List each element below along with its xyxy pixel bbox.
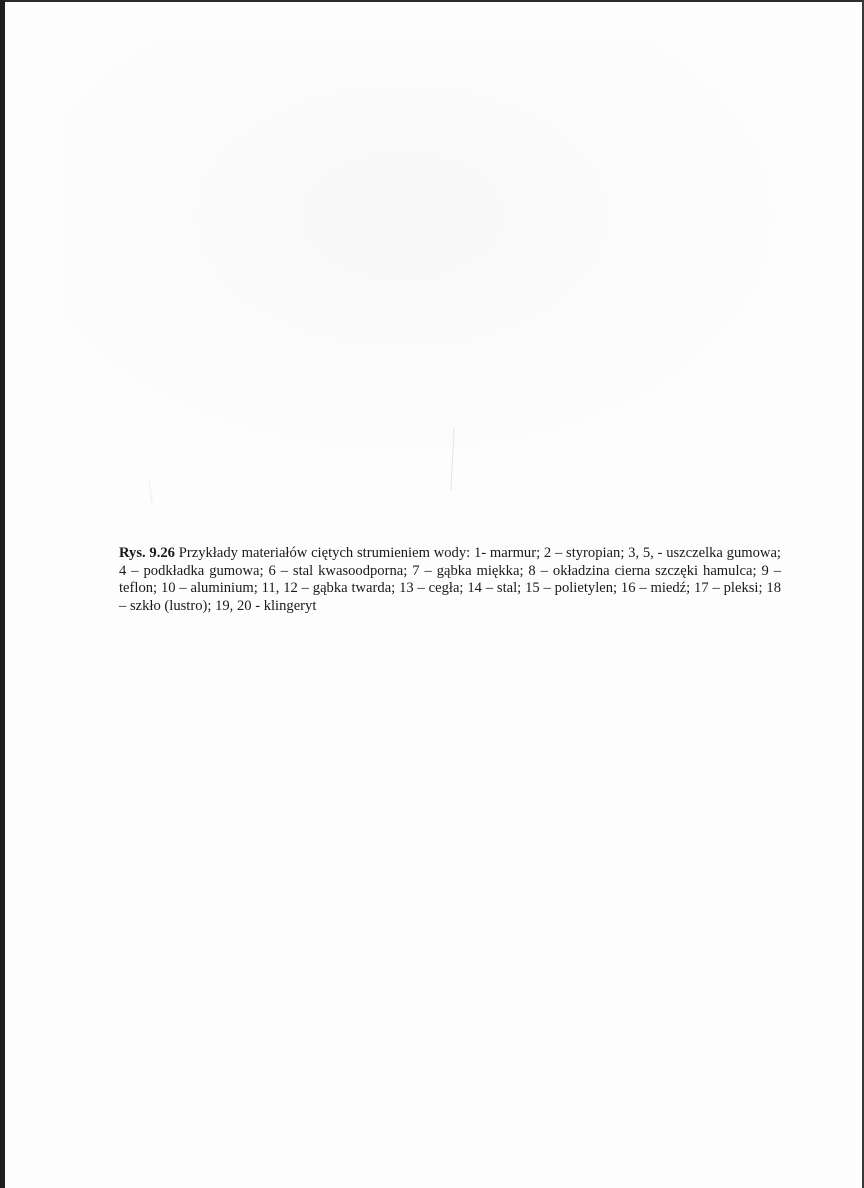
figure-caption: [119, 545, 781, 615]
figure-label: Rys. 9.26: [119, 545, 175, 561]
faded-image-area: [60, 40, 820, 480]
figure-caption-text: Przykłady materiałów ciętych strumieniem wody: 1- marmur; 2 – styropian; 3, 5, - uszczelka gumowa; 4 – podkładka gumowa; 6 – stal kwasoodporna; 7 – gąbka miękka; 8 – okładzina cierna szczęki hamulca; 9 – teflon; 10 – aluminium; 11, 12 – gąbka twarda; 13 – cegła; 14 – stal; 15 – polietylen; 16 – miedź; 17 – pleksi; 18 – szkło (lustro); 19, 20 - klingeryt: [119, 545, 781, 614]
scan-edge-top: [0, 0, 864, 2]
scan-edge-left: [0, 0, 5, 1188]
scan-artifact-line: [148, 478, 153, 504]
